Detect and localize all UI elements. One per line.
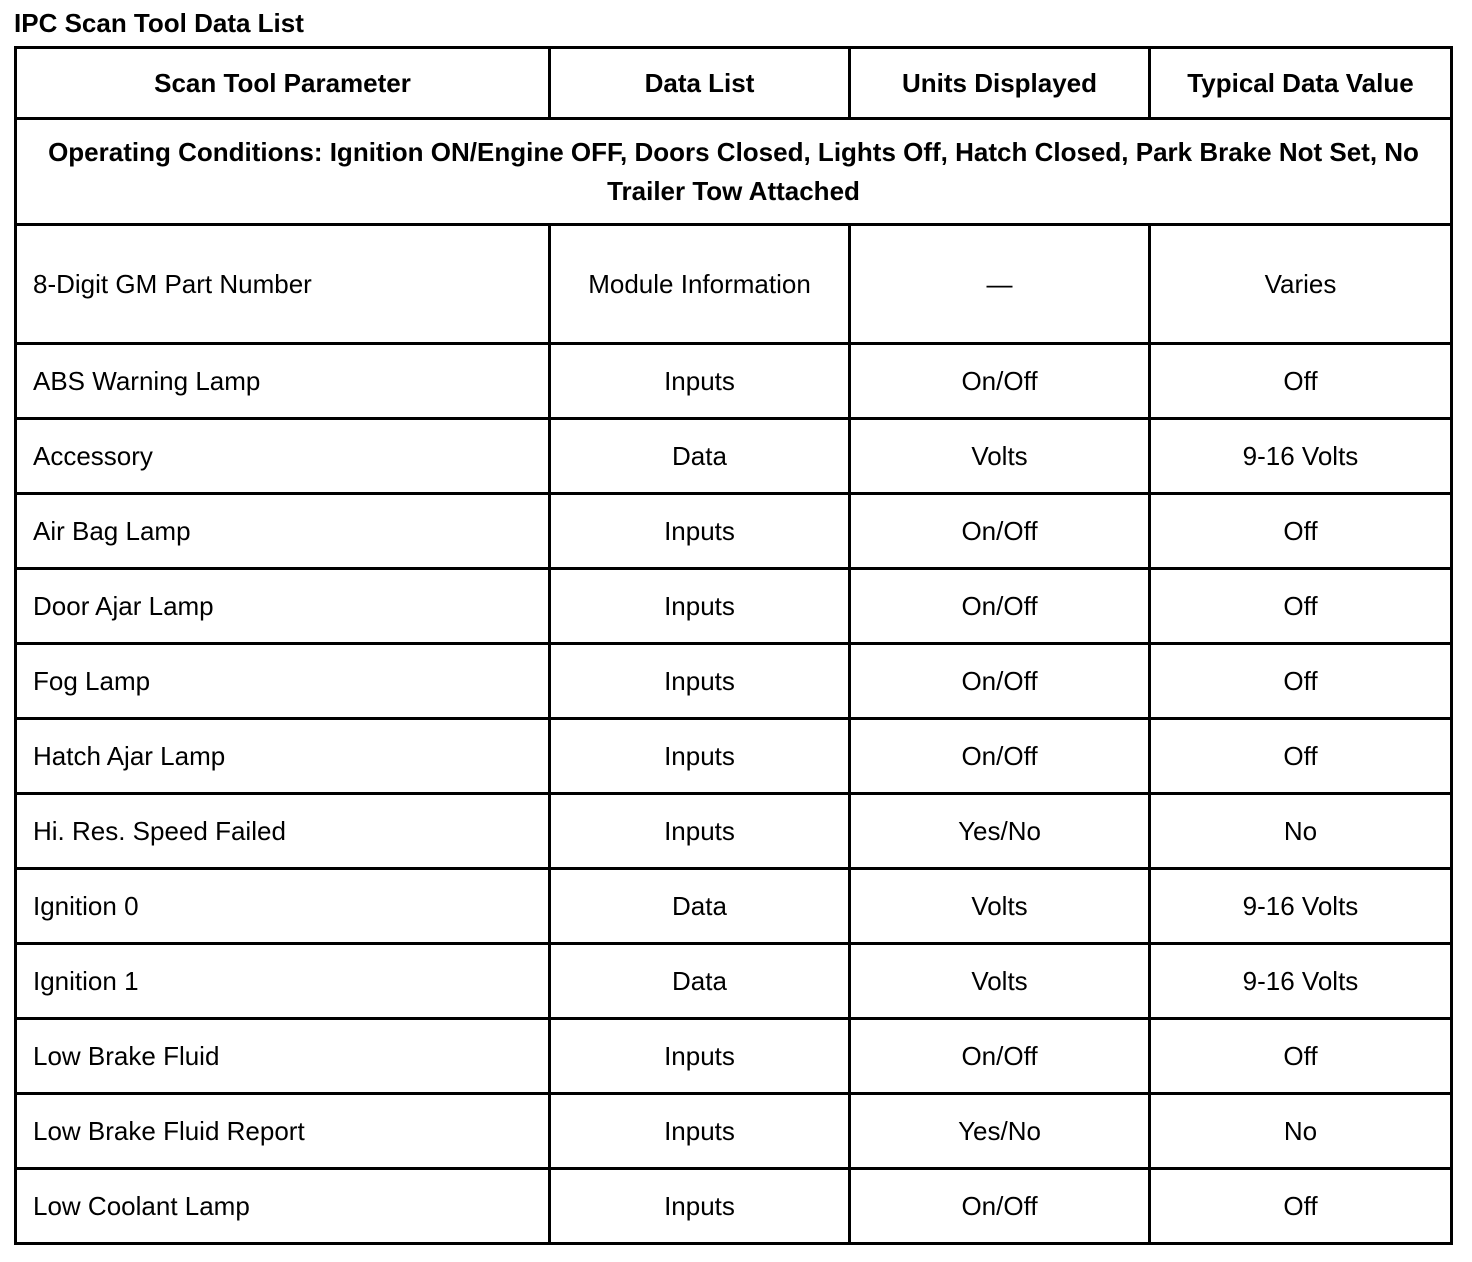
table-row xyxy=(16,644,1452,719)
cell-parameter: Hi. Res. Speed Failed xyxy=(16,794,550,869)
cell-parameter: Fog Lamp xyxy=(16,644,550,719)
table-row xyxy=(16,419,1452,494)
cell-typical-value: No xyxy=(1150,1094,1452,1169)
cell-typical-value: 9-16 Volts xyxy=(1150,869,1452,944)
cell-typical-value: Off xyxy=(1150,569,1452,644)
cell-data-list: Inputs xyxy=(550,719,850,794)
cell-data-list: Inputs xyxy=(550,569,850,644)
cell-data-list: Data xyxy=(550,419,850,494)
cell-data-list: Inputs xyxy=(550,1094,850,1169)
header-units-displayed: Units Displayed xyxy=(850,48,1150,119)
header-typical-data-value: Typical Data Value xyxy=(1150,48,1452,119)
cell-typical-value: Off xyxy=(1150,644,1452,719)
cell-units: On/Off xyxy=(850,1019,1150,1094)
cell-data-list: Inputs xyxy=(550,1019,850,1094)
cell-units: On/Off xyxy=(850,344,1150,419)
operating-conditions: Operating Conditions: Ignition ON/Engine OFF, Doors Closed, Lights Off, Hatch Closed, Park Brake Not Set, No Trailer Tow Attached xyxy=(16,119,1452,225)
cell-units: On/Off xyxy=(850,569,1150,644)
cell-parameter: Low Brake Fluid xyxy=(16,1019,550,1094)
table-row xyxy=(16,794,1452,869)
cell-typical-value: Off xyxy=(1150,344,1452,419)
cell-data-list: Inputs xyxy=(550,494,850,569)
cell-parameter: 8-Digit GM Part Number xyxy=(16,225,550,344)
cell-parameter: Low Brake Fluid Report xyxy=(16,1094,550,1169)
cell-data-list: Data xyxy=(550,869,850,944)
table-header-row xyxy=(16,48,1452,119)
cell-data-list: Inputs xyxy=(550,344,850,419)
table-row xyxy=(16,344,1452,419)
table-row xyxy=(16,1094,1452,1169)
cell-parameter: Accessory xyxy=(16,419,550,494)
cell-data-list: Inputs xyxy=(550,1169,850,1244)
cell-data-list: Module Information xyxy=(550,225,850,344)
cell-typical-value: Varies xyxy=(1150,225,1452,344)
table-row xyxy=(16,569,1452,644)
cell-units: Yes/No xyxy=(850,794,1150,869)
cell-data-list: Data xyxy=(550,944,850,1019)
cell-units: On/Off xyxy=(850,719,1150,794)
cell-parameter: Low Coolant Lamp xyxy=(16,1169,550,1244)
operating-conditions-row xyxy=(16,119,1452,225)
cell-parameter: Hatch Ajar Lamp xyxy=(16,719,550,794)
cell-units: Volts xyxy=(850,419,1150,494)
scan-tool-data-table xyxy=(14,46,1453,1245)
cell-units: On/Off xyxy=(850,1169,1150,1244)
cell-typical-value: No xyxy=(1150,794,1452,869)
cell-parameter: Air Bag Lamp xyxy=(16,494,550,569)
cell-units: Volts xyxy=(850,944,1150,1019)
table-row xyxy=(16,1169,1452,1244)
cell-units: On/Off xyxy=(850,494,1150,569)
cell-typical-value: 9-16 Volts xyxy=(1150,944,1452,1019)
cell-units: — xyxy=(850,225,1150,344)
cell-units: Volts xyxy=(850,869,1150,944)
document-title: IPC Scan Tool Data List xyxy=(14,8,304,38)
table-row xyxy=(16,1019,1452,1094)
cell-parameter: Ignition 0 xyxy=(16,869,550,944)
cell-typical-value: 9-16 Volts xyxy=(1150,419,1452,494)
table-row xyxy=(16,944,1452,1019)
header-data-list: Data List xyxy=(550,48,850,119)
table-row xyxy=(16,719,1452,794)
cell-parameter: ABS Warning Lamp xyxy=(16,344,550,419)
cell-typical-value: Off xyxy=(1150,494,1452,569)
cell-units: Yes/No xyxy=(850,1094,1150,1169)
table-row xyxy=(16,225,1452,344)
cell-data-list: Inputs xyxy=(550,644,850,719)
cell-units: On/Off xyxy=(850,644,1150,719)
cell-data-list: Inputs xyxy=(550,794,850,869)
header-scan-tool-parameter: Scan Tool Parameter xyxy=(16,48,550,119)
cell-typical-value: Off xyxy=(1150,1169,1452,1244)
table-row xyxy=(16,494,1452,569)
cell-parameter: Ignition 1 xyxy=(16,944,550,1019)
cell-typical-value: Off xyxy=(1150,719,1452,794)
table-row xyxy=(16,869,1452,944)
cell-parameter: Door Ajar Lamp xyxy=(16,569,550,644)
cell-typical-value: Off xyxy=(1150,1019,1452,1094)
